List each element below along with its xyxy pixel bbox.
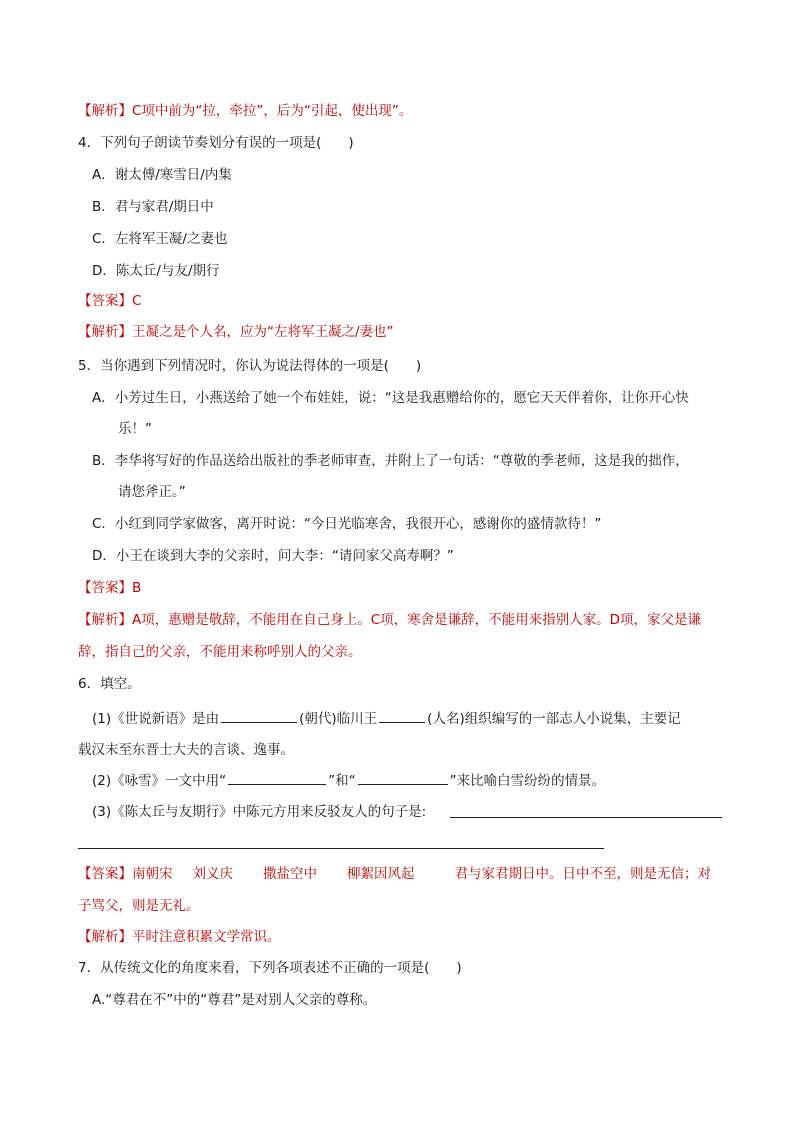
option-c: C．左将军王凝/之妻也: [92, 231, 228, 247]
answer-tag: 【答案】: [78, 293, 132, 309]
answer-line2: 子骂父，则是无礼。: [78, 898, 200, 914]
answer-item: 撒盐空中: [263, 866, 317, 882]
analysis-tag: 【解析】: [78, 929, 132, 945]
answer-tag: 【答案】: [78, 580, 132, 596]
analysis-tag: 【解析】: [78, 324, 132, 340]
analysis-tag: 【解析】: [78, 103, 132, 119]
analysis-text: A项，惠赠是敬辞，不能用在自己身上。C项，寒舍是谦辞，不能用来指别人家。D项，家父是谦: [132, 612, 702, 628]
fill-blank[interactable]: [228, 770, 326, 785]
fill-item-1-line2: 载汉末至东晋士大夫的言谈、逸事。: [78, 742, 294, 758]
analysis-tag: 【解析】: [78, 612, 132, 628]
analysis-line1: [78, 610, 701, 630]
fill-blank[interactable]: [450, 817, 722, 818]
fill-blank[interactable]: [221, 708, 297, 723]
fill-text: (人名)组织编写的一部志人小说集，主要记: [427, 711, 681, 727]
analysis: [78, 927, 281, 947]
fill-blank[interactable]: [379, 708, 425, 723]
answer-text: C: [132, 293, 142, 309]
analysis-text: C项中前为“拉，牵拉”，后为“引起，使出现”。: [132, 103, 413, 119]
option-d: D．陈太丘/与友/期行: [92, 263, 220, 279]
analysis: [78, 322, 394, 342]
question-stem: 6．填空。: [78, 676, 141, 692]
answer-line1: [78, 864, 711, 884]
fill-item-3: (3)《陈太丘与友期行》中陈元方用来反驳友人的句子是:: [92, 804, 427, 820]
fill-text: (1)《世说新语》是由: [92, 711, 220, 727]
option-a-line2: 乐！”: [118, 421, 152, 437]
answer: [78, 578, 141, 598]
option-c: C．小红到同学家做客，离开时说：“今日光临寒舍，我很开心，感谢你的盛情款待！”: [92, 516, 602, 532]
analysis-text: 平时注意积累文学常识。: [132, 929, 281, 945]
answer-text: B: [132, 580, 142, 596]
answer-tag: 【答案】: [78, 866, 132, 882]
fill-text: (朝代)临川王: [299, 711, 378, 727]
analysis-line2: 辞，指自己的父亲，不能用来称呼别人的父亲。: [78, 644, 362, 660]
fill-blank[interactable]: [358, 770, 448, 785]
option-a: A.“尊君在不”中的“尊君”是对别人父亲的尊称。: [92, 992, 377, 1008]
q3-analysis: [78, 101, 412, 121]
option-a-line1: A．小芳过生日，小燕送给了她一个布娃娃，说：“这是我惠赠给你的，愿它天天伴着你，让你开心快: [92, 390, 689, 406]
answer-item: 南朝宋: [132, 866, 173, 882]
answer-item: 君与家君期日中。日中不至，则是无信；对: [454, 866, 711, 882]
option-b-line2: 请您斧正。”: [118, 484, 186, 500]
question-stem: 5．当你遇到下列情况时，你认为说法得体的一项是( ): [78, 358, 422, 374]
option-d: D．小王在谈到大李的父亲时，问大李：“请问家父高寿啊？”: [92, 548, 454, 564]
fill-text: ”来比喻白雪纷纷的情景。: [449, 773, 606, 789]
question-stem: 7．从传统文化的角度来看，下列各项表述不正确的一项是( ): [78, 960, 462, 976]
fill-item-2: [92, 770, 605, 791]
answer-item: 柳絮因风起: [347, 866, 415, 882]
question-stem: 4．下列句子朗读节奏划分有误的一项是( ): [78, 135, 354, 151]
option-b: B．君与家君/期日中: [92, 199, 214, 215]
answer: [78, 291, 141, 311]
fill-blank[interactable]: [78, 848, 604, 849]
answer-item: 刘义庆: [192, 866, 233, 882]
fill-item-1: [92, 708, 681, 729]
fill-text: (2)《咏雪》一文中用“: [92, 773, 227, 789]
option-b-line1: B．李华将写好的作品送给出版社的季老师审查，并附上了一句话：“尊敬的季老师，这是我的拙作，: [92, 453, 689, 469]
analysis-text: 王凝之是个人名，应为“左将军王凝之/妻也”: [132, 324, 394, 340]
fill-text: ”和“: [328, 773, 356, 789]
option-a: A．谢太傅/寒雪日/内集: [92, 167, 232, 183]
